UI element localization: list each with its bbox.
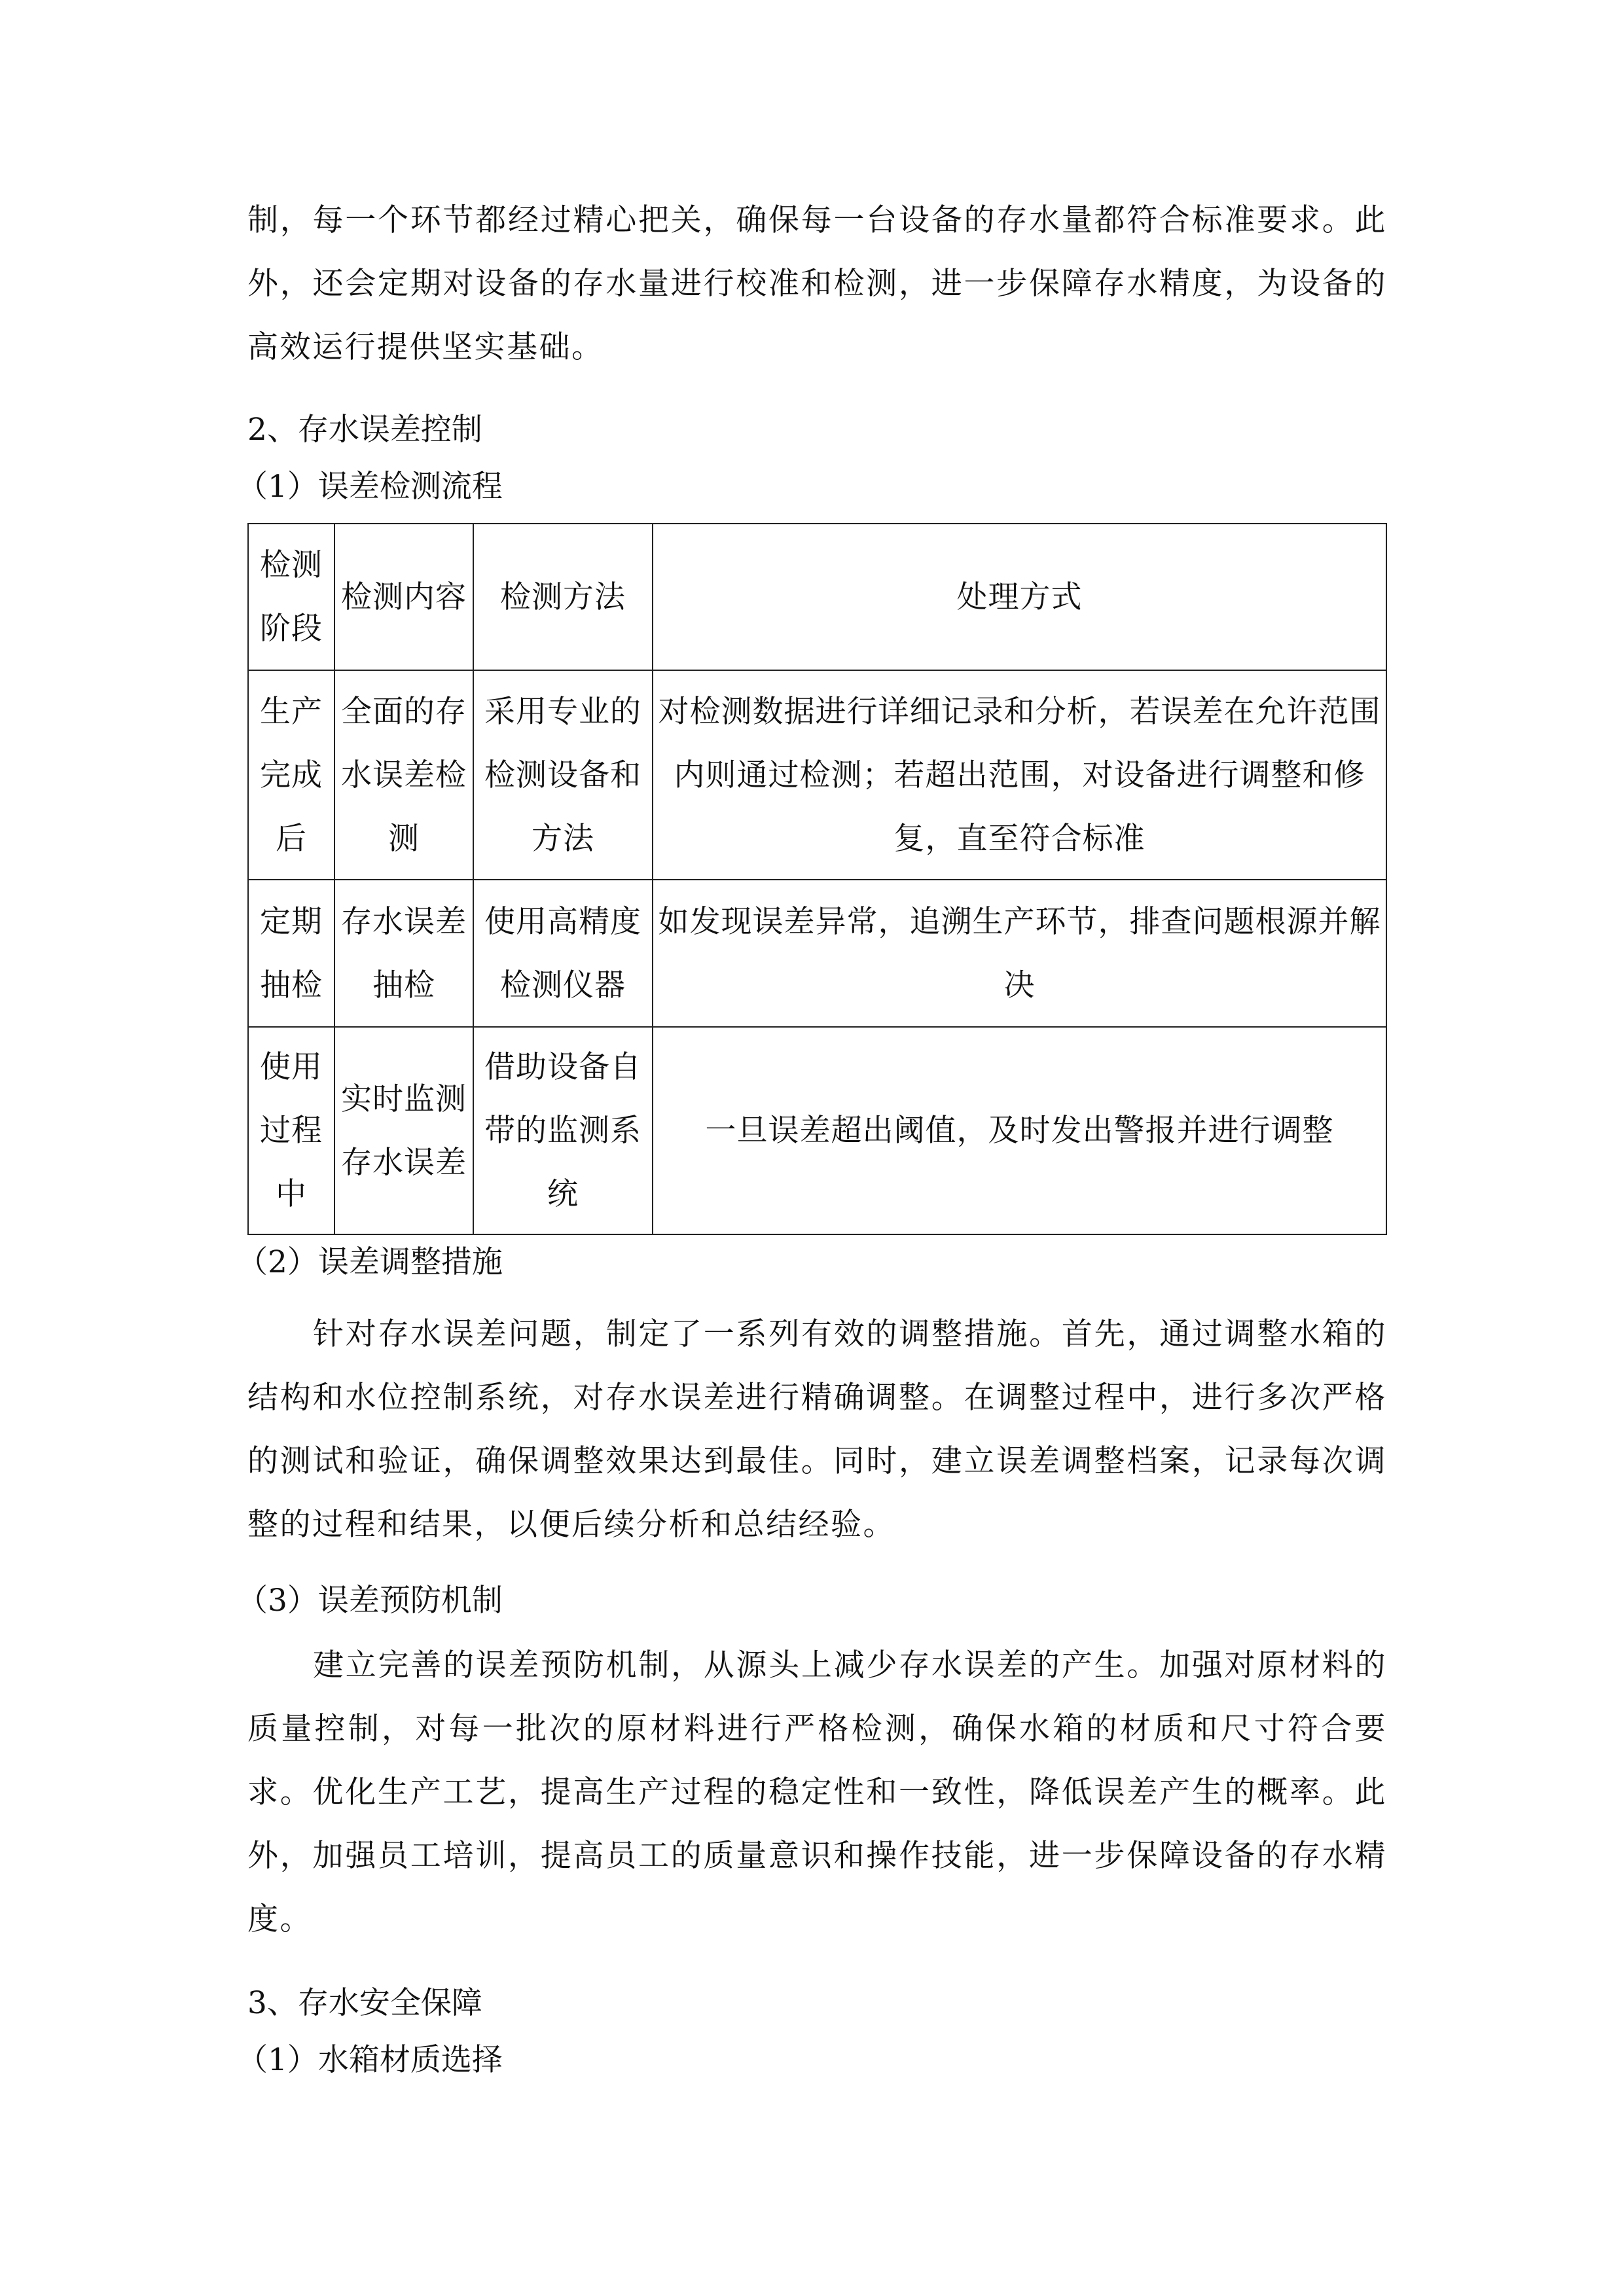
section-heading: 3、存水安全保障 xyxy=(247,1985,482,2021)
subsection-heading: （3）误差预防机制 xyxy=(237,1583,503,1619)
subsection-heading: （1）误差检测流程 xyxy=(237,469,503,505)
section-heading: 2、存水误差控制 xyxy=(247,412,482,448)
table-cell: 使用高精度检测仪器 xyxy=(473,880,653,1027)
table-header-row xyxy=(248,524,1386,670)
table-cell: 采用专业的检测设备和方法 xyxy=(473,670,653,880)
table-row xyxy=(248,880,1386,1027)
table-header-cell: 检测内容 xyxy=(334,524,473,670)
subsection-heading: （2）误差调整措施 xyxy=(237,1244,503,1280)
table-header-cell: 检测阶段 xyxy=(248,524,334,670)
table-row xyxy=(248,670,1386,880)
table-cell: 实时监测存水误差 xyxy=(334,1027,473,1234)
table-cell: 对检测数据进行详细记录和分析，若误差在允许范围内则通过检测；若超出范围，对设备进行调整和修复，直至符合标准 xyxy=(653,670,1386,880)
error-detection-table xyxy=(247,523,1387,1235)
table-cell: 借助设备自带的监测系统 xyxy=(473,1027,653,1234)
table-cell: 生产完成后 xyxy=(248,670,334,880)
table-cell: 一旦误差超出阈值，及时发出警报并进行调整 xyxy=(653,1027,1386,1234)
table-cell: 定期抽检 xyxy=(248,880,334,1027)
subsection-heading: （1）水箱材质选择 xyxy=(237,2042,503,2078)
table-cell: 存水误差抽检 xyxy=(334,880,473,1027)
body-paragraph: 针对存水误差问题，制定了一系列有效的调整措施。首先，通过调整水箱的结构和水位控制系统，对存水误差进行精确调整。在调整过程中，进行多次严格的测试和验证，确保调整效果达到最佳。同时，建立误差调整档案，记录每次调整的过程和结果，以便后续分析和总结经验。 xyxy=(247,1316,1387,1543)
table-row xyxy=(248,1027,1386,1234)
table-cell: 全面的存水误差检测 xyxy=(334,670,473,880)
table-cell: 使用过程中 xyxy=(248,1027,334,1234)
table-header-cell: 处理方式 xyxy=(653,524,1386,670)
table-cell: 如发现误差异常，追溯生产环节，排查问题根源并解决 xyxy=(653,880,1386,1027)
table-header-cell: 检测方法 xyxy=(473,524,653,670)
body-paragraph: 建立完善的误差预防机制，从源头上减少存水误差的产生。加强对原材料的质量控制，对每一批次的原材料进行严格检测，确保水箱的材质和尺寸符合要求。优化生产工艺，提高生产过程的稳定性和一致性，降低误差产生的概率。此外，加强员工培训，提高员工的质量意识和操作技能，进一步保障设备的存水精度。 xyxy=(247,1647,1387,1937)
intro-paragraph: 制，每一个环节都经过精心把关，确保每一台设备的存水量都符合标准要求。此外，还会定期对设备的存水量进行校准和检测，进一步保障存水精度，为设备的高效运行提供坚实基础。 xyxy=(247,202,1387,365)
